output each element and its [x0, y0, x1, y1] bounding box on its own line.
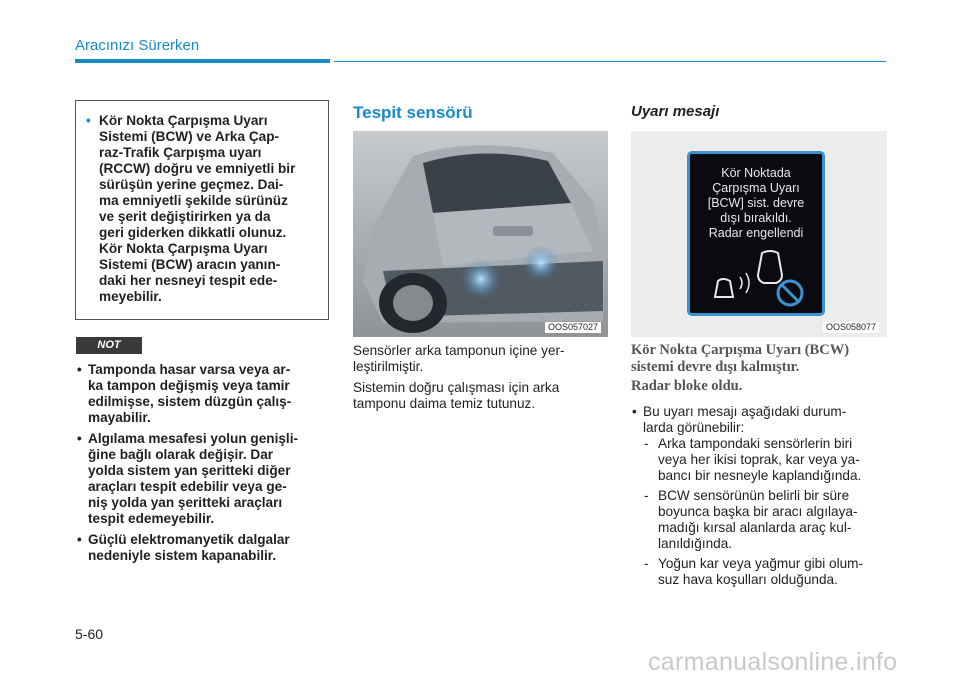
- warning-line: Kör Nokta Çarpışma Uyarı: [99, 241, 268, 256]
- condition-line: lanıldığında.: [658, 536, 733, 551]
- condition-item: [643, 488, 887, 552]
- note-line: yolda sistem yan şeritteki diğer: [88, 463, 291, 478]
- condition-item: [643, 436, 887, 484]
- note-line: ğine bağlı olarak değişir. Dar: [88, 447, 274, 462]
- note-line: Güçlü elektromanyetik dalgalar: [88, 532, 290, 547]
- title-line: sistemi devre dışı kalmıştır.: [631, 359, 800, 375]
- page-number: 5-60: [75, 626, 104, 642]
- warning-text: [86, 113, 320, 305]
- sensor-line: Sistemin doğru çalışması için arka: [353, 380, 560, 395]
- warning-line: ve şerit değiştirirken ya da: [99, 209, 271, 224]
- sensor-paragraph-2: [353, 380, 608, 412]
- message-heading: Uyarı mesajı: [631, 103, 720, 120]
- title-line: Kör Nokta Çarpışma Uyarı (BCW): [631, 342, 850, 358]
- display-line: Kör Noktada: [721, 166, 791, 180]
- bullet-dot: •: [632, 404, 637, 419]
- bullet-dot: •: [77, 431, 82, 446]
- sensor-line: Sensörler arka tamponun içine yer-: [353, 343, 565, 358]
- bullet-line: Bu uyarı mesajı aşağıdaki durum-: [643, 404, 847, 419]
- warning-bullet: •: [86, 113, 91, 128]
- bullet-dot: •: [77, 532, 82, 547]
- note-item: [76, 532, 330, 564]
- bullet-dot: •: [77, 362, 82, 377]
- warning-line: Sistemi (BCW) aracın yanın-: [99, 257, 281, 272]
- message-image-caption: OOS058077: [823, 322, 879, 333]
- warning-line: sürüşün yerine geçmez. Dai-: [99, 177, 284, 192]
- condition-line: bancı bir nesneyle kaplandığında.: [658, 468, 862, 483]
- warning-line: Sistemi (BCW) ve Arka Çap-: [99, 129, 280, 144]
- sensor-line: tamponu daima temiz tutunuz.: [353, 396, 536, 411]
- display-line: [BCW] sist. devre: [707, 196, 805, 210]
- note-badge: NOT: [76, 337, 142, 354]
- condition-line: Yoğun kar veya yağmur gibi olum-: [658, 556, 864, 571]
- cluster-display: [687, 151, 825, 316]
- condition-line: BCW sensörünün belirli bir süre: [658, 488, 850, 503]
- note-line: tespit edemeyebilir.: [88, 511, 215, 526]
- sensor-paragraph-1: [353, 343, 608, 375]
- note-line: Algılama mesafesi yolun genişli-: [88, 431, 299, 446]
- message-title-1: [631, 342, 849, 376]
- warning-line: raz-Trafik Çarpışma uyarı: [99, 145, 262, 160]
- note-line: niş yolda yan şeritteki araçları: [88, 495, 283, 510]
- warning-line: daki her nesneyi tespit ede-: [99, 273, 278, 288]
- warning-line: (RCCW) doğru ve emniyetli bir: [99, 161, 296, 176]
- condition-item: [643, 556, 887, 588]
- warning-box: [75, 100, 329, 320]
- message-title-2: Radar bloke oldu.: [631, 378, 743, 394]
- warning-line: geri giderken dikkatli olunuz.: [99, 225, 287, 240]
- note-line: araçları tespit edebilir veya ge-: [88, 479, 287, 494]
- sensor-heading: Tespit sensörü: [353, 103, 473, 122]
- dash-marker: -: [644, 556, 649, 571]
- car-rear-illustration: [353, 131, 608, 337]
- bullet-line: larda görünebilir:: [643, 420, 745, 435]
- sensor-line: leştirilmiştir.: [353, 359, 424, 374]
- note-item: [76, 431, 330, 527]
- header-rule-thin: [334, 61, 886, 62]
- note-line: Tamponda hasar varsa veya ar-: [88, 362, 291, 377]
- warning-line: ma emniyetli şekilde sürünüz: [99, 193, 288, 208]
- note-list: [76, 362, 330, 569]
- display-line: Çarpışma Uyarı: [712, 181, 800, 195]
- display-line: dışı bırakıldı.: [720, 211, 792, 225]
- sensor-image-caption: OOS057027: [545, 322, 601, 333]
- warning-message-image: [631, 131, 887, 337]
- condition-line: Arka tampondaki sensörlerin biri: [658, 436, 853, 451]
- header-rule-thick: [75, 59, 330, 63]
- note-line: mayabilir.: [88, 410, 151, 425]
- condition-line: veya her ikisi toprak, kar veya ya-: [658, 452, 860, 467]
- car-rear-photo: [353, 131, 608, 337]
- note-line: edilmişse, sistem düzgün çalış-: [88, 394, 292, 409]
- condition-line: boyunca başka bir aracı algılaya-: [658, 504, 858, 519]
- dash-marker: -: [644, 436, 649, 451]
- message-bullet: [631, 404, 887, 436]
- watermark: carmanualsonline.info: [648, 648, 898, 676]
- dash-marker: -: [644, 488, 649, 503]
- note-item: [76, 362, 330, 426]
- condition-line: suz hava koşulları olduğunda.: [658, 572, 838, 587]
- note-line: nedeniyle sistem kapanabilir.: [88, 548, 277, 563]
- bcw-blocked-icon: [708, 247, 808, 311]
- condition-line: madığı kırsal alanlarda araç kul-: [658, 520, 852, 535]
- display-line: Radar engellendi: [708, 226, 804, 240]
- warning-line: meyebilir.: [99, 289, 162, 304]
- condition-list: [643, 436, 887, 592]
- note-line: ka tampon değişmiş veya tamir: [88, 378, 290, 393]
- section-title: Aracınızı Sürerken: [75, 37, 200, 54]
- warning-line: Kör Nokta Çarpışma Uyarı: [99, 113, 268, 128]
